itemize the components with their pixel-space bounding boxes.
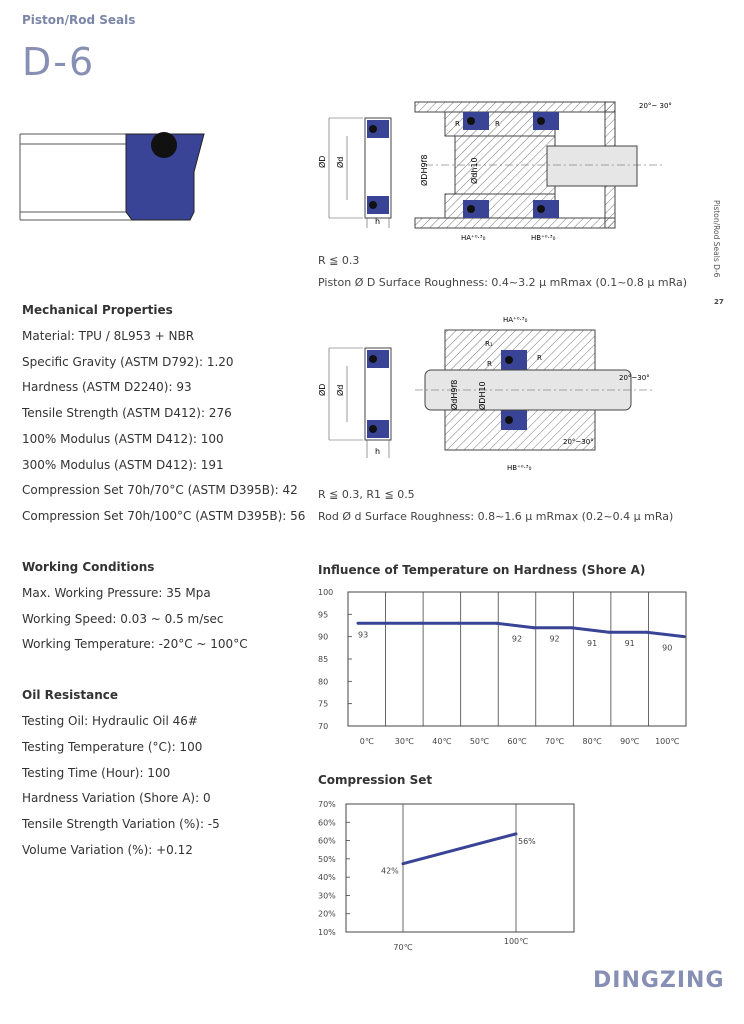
data-point xyxy=(515,832,518,835)
data-label: 56% xyxy=(518,836,536,846)
property-item: 100% Modulus (ASTM D412): 100 xyxy=(22,432,224,446)
working-item: Working Temperature: -20°C ~ 100°C xyxy=(22,637,248,651)
working-conditions-title: Working Conditions xyxy=(22,560,155,574)
angle-label-1: 20°~ 30° xyxy=(639,102,672,110)
x-tick-label: 70℃ xyxy=(393,943,413,952)
x-tick-label: 30℃ xyxy=(394,737,414,746)
property-item: Hardness (ASTM D2240): 93 xyxy=(22,380,192,394)
data-point xyxy=(357,622,360,625)
oil-item: Testing Temperature (°C): 100 xyxy=(22,740,203,754)
svg-text:R₁: R₁ xyxy=(485,340,493,348)
seal-profile-illustration xyxy=(18,128,210,222)
data-label: 90 xyxy=(662,643,673,653)
oil-item: Testing Oil: Hydraulic Oil 46# xyxy=(22,714,198,728)
data-point xyxy=(683,635,686,638)
y-tick-label: 85 xyxy=(318,655,329,664)
compression-chart-title: Compression Set xyxy=(318,773,433,787)
dim-h-1: h xyxy=(375,217,381,226)
property-item: Tensile Strength (ASTM D412): 276 xyxy=(22,406,232,420)
brand-logo: DINGZING xyxy=(593,968,725,993)
svg-text:ØDH10: ØDH10 xyxy=(478,381,487,410)
property-item: 300% Modulus (ASTM D412): 191 xyxy=(22,458,224,472)
y-tick-label: 95 xyxy=(318,610,329,620)
fit-D-1: ØDH9f8 xyxy=(420,154,429,186)
oil-resistance-title: Oil Resistance xyxy=(22,688,119,702)
data-point xyxy=(495,622,498,625)
data-label: 91 xyxy=(624,639,635,649)
compression-chart xyxy=(316,796,584,958)
oil-item: Hardness Variation (Shore A): 0 xyxy=(22,791,211,805)
x-tick-label: 60℃ xyxy=(507,737,527,746)
y-tick-label: 75 xyxy=(318,699,329,709)
data-label: 42% xyxy=(381,866,399,876)
x-tick-label: 70℃ xyxy=(544,737,565,746)
svg-text:R: R xyxy=(455,120,460,128)
working-item: Working Speed: 0.03 ~ 0.5 m/sec xyxy=(22,612,224,626)
y-tick-label: 100 xyxy=(318,588,334,597)
y-tick-label: 10% xyxy=(318,928,336,937)
property-item: Compression Set 70h/100°C (ASTM D395B): 56 xyxy=(22,509,306,523)
svg-text:20°~30°: 20°~30° xyxy=(563,438,594,446)
plot-frame xyxy=(348,592,686,726)
y-tick-label: 70 xyxy=(318,722,329,731)
data-label: 92 xyxy=(511,634,523,644)
dim-d-1: Ød xyxy=(336,156,345,168)
y-tick-label: 60% xyxy=(318,818,336,828)
working-item: Max. Working Pressure: 35 Mpa xyxy=(22,586,211,600)
data-point xyxy=(532,626,535,629)
hardness-chart-title: Influence of Temperature on Hardness (Shore A) xyxy=(318,563,646,577)
data-point xyxy=(402,862,405,865)
x-tick-label: 40℃ xyxy=(432,737,452,746)
data-point xyxy=(570,626,573,629)
svg-text:ØD: ØD xyxy=(318,383,327,396)
svg-text:20°~30°: 20°~30° xyxy=(619,374,650,382)
oil-item: Volume Variation (%): +0.12 xyxy=(22,843,193,857)
data-point xyxy=(608,631,611,634)
data-point xyxy=(420,622,423,625)
y-tick-label: 20% xyxy=(318,909,336,919)
svg-text:R: R xyxy=(495,120,500,128)
property-item: Compression Set 70h/70°C (ASTM D395B): 42 xyxy=(22,483,298,497)
diagram1-note-radius: R ≦ 0.3 xyxy=(318,254,360,267)
x-tick-label: 100℃ xyxy=(503,937,529,946)
hardness-chart xyxy=(316,584,692,756)
x-tick-label: 80℃ xyxy=(582,737,602,746)
svg-text:HA⁺⁰·³₀: HA⁺⁰·³₀ xyxy=(503,316,528,324)
page-number: 27 xyxy=(714,298,724,306)
fit-d-1: Ødh10 xyxy=(470,157,479,184)
svg-text:h: h xyxy=(375,447,381,456)
data-label: 93 xyxy=(358,630,369,640)
diagram1-note-roughness: Piston Ø D Surface Roughness: 0.4~3.2 μ mRmax (0.1~0.8 μ mRa) xyxy=(318,276,688,289)
svg-text:Ød: Ød xyxy=(336,384,345,396)
model-title: D-6 xyxy=(22,40,96,84)
y-tick-label: 70% xyxy=(318,800,336,809)
property-item: Specific Gravity (ASTM D792): 1.20 xyxy=(22,355,234,369)
y-tick-label: 60% xyxy=(318,836,336,846)
x-tick-label: 0℃ xyxy=(359,737,374,746)
svg-text:R: R xyxy=(487,360,492,368)
property-item: Material: TPU / 8L953 + NBR xyxy=(22,329,195,343)
side-label: Piston/Rod Seals D-6 xyxy=(712,200,721,278)
y-tick-label: 40% xyxy=(318,873,336,883)
diagram2-note-radius: R ≦ 0.3, R1 ≦ 0.5 xyxy=(318,488,415,501)
svg-text:ØdH9f8: ØdH9f8 xyxy=(450,379,459,410)
rod-groove-diagram xyxy=(315,310,675,478)
data-label: 92 xyxy=(549,634,560,644)
mechanical-properties-title: Mechanical Properties xyxy=(22,303,173,317)
y-tick-label: 90 xyxy=(318,632,329,642)
category-label: Piston/Rod Seals xyxy=(22,13,136,27)
hb-label-1: HB⁺⁰·³₀ xyxy=(531,234,556,242)
y-tick-label: 80 xyxy=(318,677,329,687)
x-tick-label: 100℃ xyxy=(655,737,680,746)
dim-D-1: ØD xyxy=(318,155,327,168)
data-point xyxy=(457,622,460,625)
svg-text:HB⁺⁰·³₀: HB⁺⁰·³₀ xyxy=(507,464,532,472)
ha-label-1: HA⁺⁰·³₀ xyxy=(461,234,486,242)
compression-series-line xyxy=(403,834,516,864)
x-tick-label: 90℃ xyxy=(620,737,640,746)
data-label: 91 xyxy=(587,639,598,649)
oil-item: Tensile Strength Variation (%): -5 xyxy=(22,817,220,831)
y-tick-label: 50% xyxy=(318,854,336,864)
data-point xyxy=(645,631,648,634)
o-ring-bottom xyxy=(369,201,377,209)
o-ring-top xyxy=(369,125,377,133)
oil-item: Testing Time (Hour): 100 xyxy=(22,766,171,780)
piston-groove-diagram xyxy=(315,96,675,248)
diagram2-note-roughness: Rod Ø d Surface Roughness: 0.8~1.6 μ mRmax (0.2~0.4 μ mRa) xyxy=(318,510,674,523)
y-tick-label: 30% xyxy=(318,891,336,901)
svg-text:R: R xyxy=(537,354,542,362)
x-tick-label: 50℃ xyxy=(469,737,490,746)
o-ring xyxy=(151,132,177,158)
